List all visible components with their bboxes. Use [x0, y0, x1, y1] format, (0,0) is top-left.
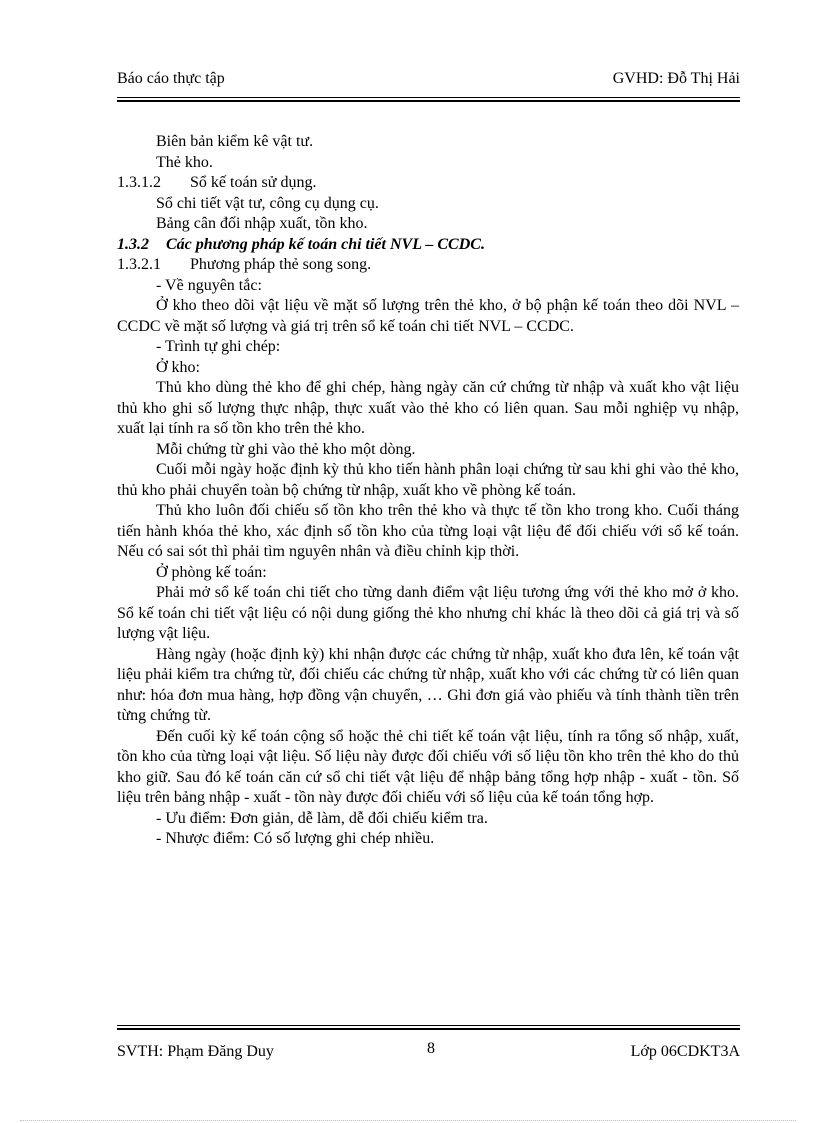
paragraph: Phải mở sổ kế toán chi tiết cho từng danh điểm vật liệu tương ứng với thẻ kho mở ở kho. Sổ kế toán chi tiết vật liệu có nội dung giống thẻ kho nhưng chỉ khác là theo dõi cả giá trị và số lượng vật liệu. [117, 584, 739, 642]
header-rule [117, 97, 740, 98]
page-header [117, 70, 740, 92]
subsection-number: 1.3.2 [117, 235, 149, 253]
paragraph: Mỗi chứng từ ghi vào thẻ kho một dòng. [156, 440, 416, 458]
body-line: Sổ chi tiết vật tư, công cụ dụng cụ. [156, 194, 379, 212]
footer-student: SVTH: Phạm Đăng Duy [117, 1043, 274, 1060]
subsection-title: Các phương pháp kế toán chi tiết NVL – CCDC. [166, 235, 485, 253]
paragraph: Ở kho theo dõi vật liệu về mặt số lượng trên thẻ kho, ở bộ phận kế toán theo dõi NVL – CCDC về mặt số lượng và giá trị trên sổ kế toán chi tiết NVL – CCDC. [117, 297, 739, 335]
section-title: Phương pháp thẻ song song. [190, 256, 372, 273]
page-footer [117, 1040, 740, 1062]
paragraph: - Về nguyên tắc: [156, 276, 262, 294]
document-body [117, 132, 739, 850]
header-rule-thick [117, 100, 740, 102]
section-title: Sổ kế toán sử dụng. [190, 174, 317, 191]
page-edge-divider [20, 1120, 796, 1121]
paragraph: - Nhược điểm: Có số lượng ghi chép nhiều. [156, 830, 435, 847]
header-report-title: Báo cáo thực tập [117, 70, 225, 87]
paragraph: Ở phòng kế toán: [156, 563, 267, 581]
paragraph: Ở kho: [156, 358, 200, 376]
paragraph: Thủ kho luôn đối chiếu số tồn kho trên thẻ kho và thực tế tồn kho trong kho. Cuối tháng tiến hành khóa thẻ kho, xác định số tồn kho của từng loại vật liệu để đối chiếu với sổ kế toán. Nếu có sai sót thì phải tìm nguyên nhân và điều chỉnh kịp thời. [117, 502, 739, 560]
body-line: Bảng cân đối nhập xuất, tồn kho. [156, 215, 368, 232]
section-number: 1.3.1.2 [117, 174, 161, 191]
section-heading [117, 173, 739, 194]
paragraph: Hàng ngày (hoặc định kỳ) khi nhận được các chứng từ nhập, xuất kho đưa lên, kế toán vật liệu phải kiểm tra chứng từ, đối chiếu các chứng từ nhập, xuất kho với các chứng từ có liên quan như: hóa đơn mua hàng, hợp đồng vận chuyển, … Ghi đơn giá vào phiếu và tính thành tiền trên từng chứng từ. [117, 645, 739, 724]
paragraph: - Ưu điểm: Đơn giản, dễ làm, dễ đối chiếu kiểm tra. [156, 809, 488, 827]
paragraph: Cuối mỗi ngày hoặc định kỳ thủ kho tiến hành phân loại chứng từ sau khi ghi vào thẻ kho, thủ kho phải chuyển toàn bộ chứng từ nhập, xuất kho về phòng kế toán. [117, 461, 739, 499]
footer-class: Lớp 06CDKT3A [630, 1043, 740, 1060]
footer-rule [117, 1025, 740, 1026]
section-number: 1.3.2.1 [117, 256, 161, 273]
paragraph: Đến cuối kỳ kế toán cộng sổ hoặc thẻ chi tiết kế toán vật liệu, tính ra tổng số nhập, xuất, tồn kho của từng loại vật liệu. Số liệu này được đối chiếu với số liệu tồn kho trên thẻ kho do thủ kho giữ. Sau đó kế toán căn cứ sổ chi tiết vật liệu để nhập bảng tổng hợp nhập - xuất - tồn. Số liệu trên bảng nhập - xuất - tồn này được đối chiếu với số liệu của kế toán tổng hợp. [117, 727, 739, 806]
paragraph: - Trình tự ghi chép: [156, 338, 281, 355]
page-number: 8 [427, 1040, 435, 1057]
body-line: Biên bản kiểm kê vật tư. [156, 133, 314, 150]
header-supervisor: GVHD: Đỗ Thị Hải [612, 70, 740, 87]
footer-rule-thick [117, 1028, 740, 1030]
section-heading [117, 255, 739, 276]
body-line: Thẻ kho. [156, 153, 213, 171]
paragraph: Thủ kho dùng thẻ kho để ghi chép, hàng ngày căn cứ chứng từ nhập và xuất kho vật liệu thủ kho ghi số lượng thực nhập, thực xuất vào thẻ kho có liên quan. Sau mỗi nghiệp vụ nhập, xuất lại tính ra số tồn kho trên thẻ kho. [117, 379, 739, 437]
subsection-heading [117, 235, 739, 256]
